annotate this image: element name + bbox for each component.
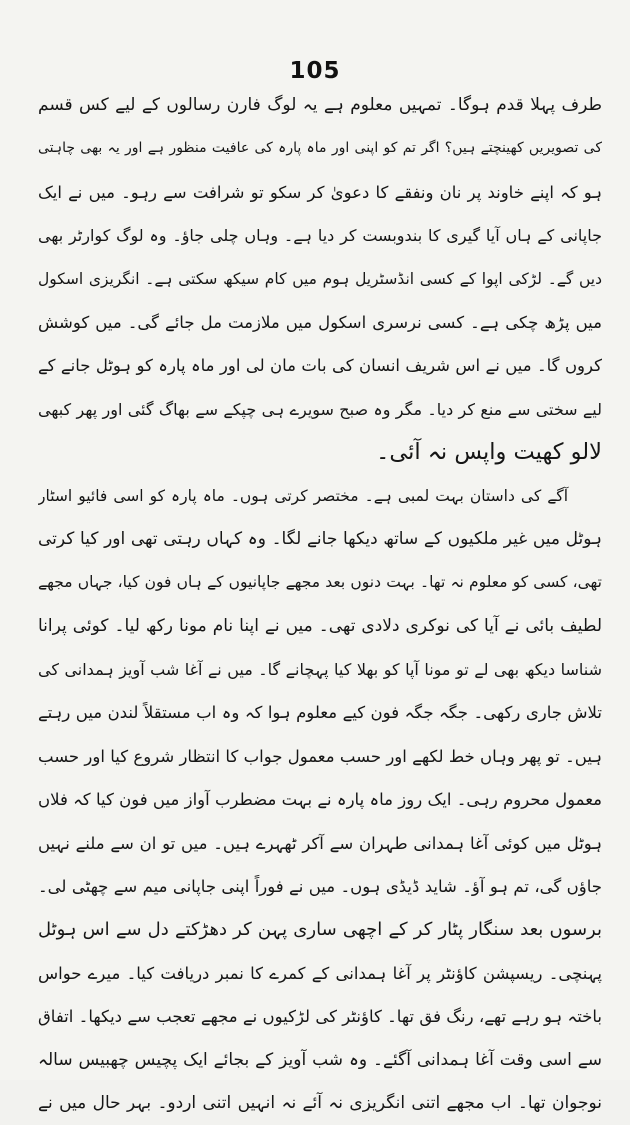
- text-line: باختہ ہو رہے تھے، رنگ فق تھا۔ کاؤنٹر کی لڑکیوں نے مجھے تعجب سے دیکھا۔ اتفاق: [38, 1007, 602, 1027]
- text-line: سے اسی وقت آغا ہمدانی آگئے۔ وہ شب آویز کے بجائے ایک پچیس چھبیس سالہ: [38, 1049, 602, 1070]
- text-line: ہوٹل میں کوئی آغا ہمدانی طہران سے آکر ٹھہرے ہیں۔ میں تو ان سے ملنے نہیں: [38, 833, 602, 853]
- text-line: کروں گا۔ میں نے اس شریف انسان کی بات مان لی اور ماہ پارہ کو ہوٹل جانے کے: [38, 356, 602, 376]
- text-line: ہیں۔ تو پھر وہاں خط لکھے اور حسب معمول جواب کا انتظار شروع کیا اور حسب: [38, 746, 602, 766]
- text-line: پہنچی۔ ریسپشن کاؤنٹر پر آغا ہمدانی کے کمرے کا نمبر دریافت کیا۔ میرے حواس: [38, 963, 602, 983]
- page-number: 105: [289, 58, 341, 84]
- text-line: تھی، کسی کو معلوم نہ تھا۔ بہت دنوں بعد مجھے جاپانیوں کے ہاں فون کیا، جہاں مجھے: [38, 573, 602, 592]
- text-line: جاؤں گی، تم ہو آؤ۔ شاید ڈیڈی ہوں۔ میں نے فوراً اپنی جاپانی میم سے چھٹی لی۔: [38, 877, 602, 897]
- text-line: آگے کی داستان بہت لمبی ہے۔ مختصر کرتی ہوں۔ ماہ پارہ کو اسی فائیو اسٹار: [38, 486, 568, 505]
- text-line: طرف پہلا قدم ہوگا۔ تمہیں معلوم ہے یہ لوگ فارن رسالوں کے لیے کس قسم: [38, 95, 602, 115]
- text-line: معمول محروم رہی۔ ایک روز ماہ پارہ نے بہت مضطرب آواز میں فون کیا کہ فلاں: [38, 790, 602, 810]
- body-text: [38, 84, 602, 1125]
- text-line: میں پڑھ چکی ہے۔ کسی نرسری اسکول میں ملازمت مل جائے گی۔ میں کوشش: [38, 312, 602, 332]
- text-line: نوجوان تھا۔ اب مجھے اتنی انگریزی نہ آئے نہ انہیں اتنی اردو۔ بہر حال میں نے: [38, 1092, 602, 1113]
- text-line: برسوں بعد سنگار پٹار کر کے اچھی ساری پہن کر دھڑکتے دل سے اس ہوٹل: [38, 919, 602, 941]
- text-line: دیں گے۔ لڑکی اپوا کے کسی انڈسٹریل ہوم میں کام سیکھ سکتی ہے۔ انگریزی اسکول: [38, 269, 602, 288]
- text-line: جاپانی کے ہاں آیا گیری کا بندوبست کر دیا ہے۔ وہاں چلی جاؤ۔ وہ لوگ کوارٹر بھی: [38, 226, 602, 246]
- text-line: لیے سختی سے منع کر دیا۔ مگر وہ صبح سویرے ہی چپکے سے بھاگ گئی اور پھر کبھی: [38, 399, 602, 419]
- text-line: لطیف بائی نے آیا کی نوکری دلادی تھی۔ میں نے اپنا نام مونا رکھ لیا۔ کوئی پرانا: [38, 615, 602, 636]
- text-line: ہوٹل میں غیر ملکیوں کے ساتھ دیکھا جانے لگا۔ وہ کہاں رہتی تھی اور کیا کرتی: [38, 528, 602, 549]
- text-line: ہو کہ اپنے خاوند پر نان ونفقے کا دعویٰ کر سکو تو شرافت سے رہو۔ میں نے ایک: [38, 182, 602, 202]
- text-line: لالو کھیت واپس نہ آئی۔: [376, 439, 602, 466]
- text-line: تلاش جاری رکھی۔ جگہ جگہ فون کیے معلوم ہوا کہ وہ اب مستقلاً لندن میں رہتے: [38, 703, 602, 723]
- text-line: شناسا دیکھ بھی لے تو مونا آپا کو بھلا کیا پہچانے گا۔ میں نے آغا شب آویز ہمدانی کی: [38, 660, 602, 680]
- text-line: کی تصویریں کھینچتے ہیں؟ اگر تم کو اپنی اور ماہ پارہ کی عافیت منظور ہے اور یہ بھی چاہتی: [38, 140, 602, 157]
